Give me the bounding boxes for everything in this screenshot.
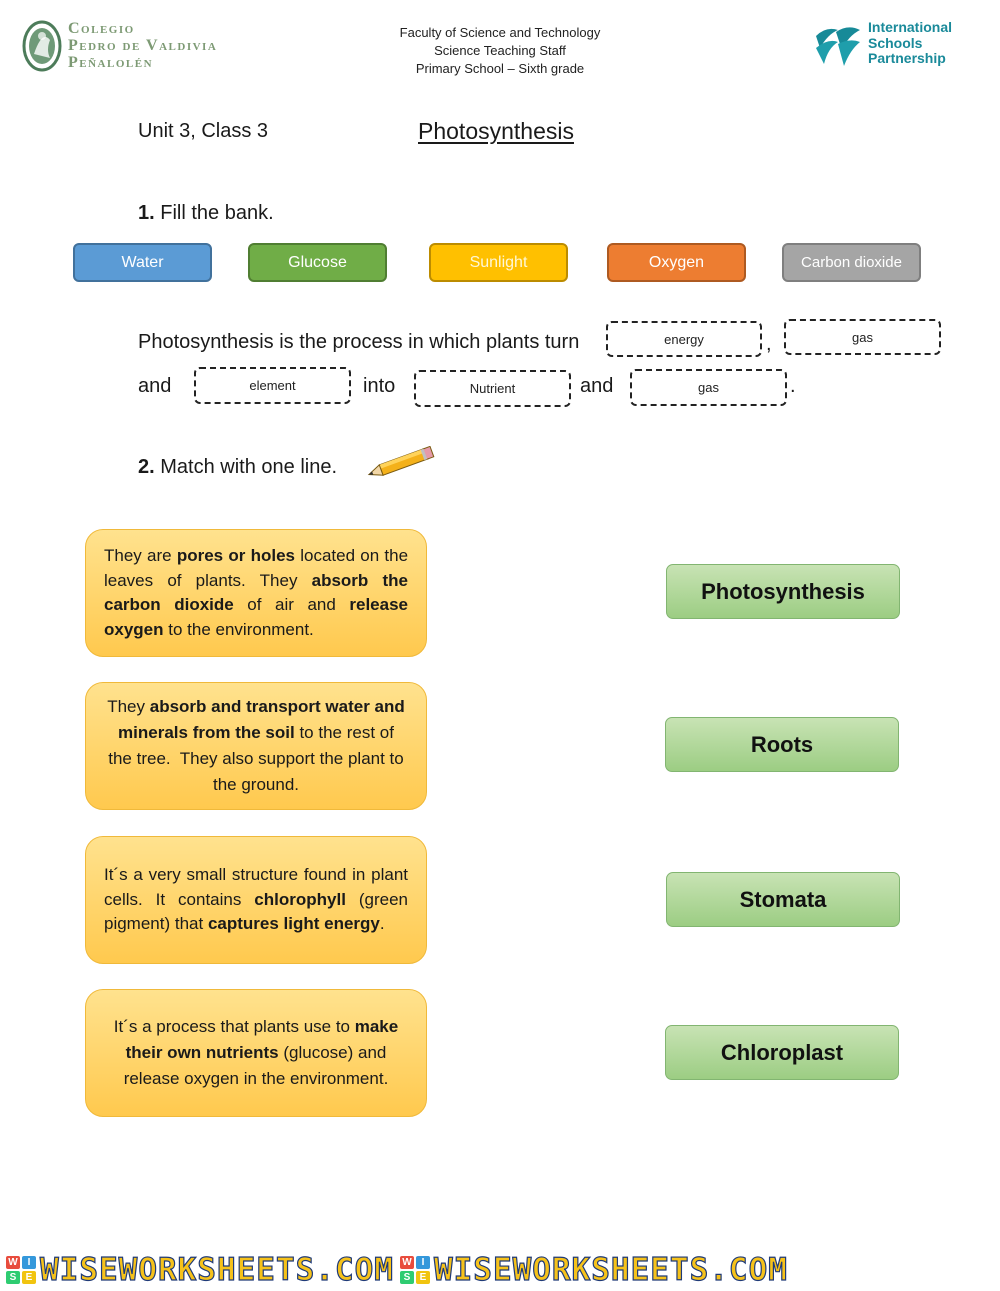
sentence-and-1: and	[138, 375, 172, 397]
term-photosynthesis[interactable]: Photosynthesis	[666, 564, 900, 619]
watermark-logo-icon: W I S E	[400, 1256, 430, 1284]
term-chloroplast[interactable]: Chloroplast	[665, 1025, 899, 1080]
faculty-line: Faculty of Science and Technology	[399, 25, 601, 40]
blank-element[interactable]: element	[194, 367, 351, 404]
watermark-logo-icon: W I S E	[6, 1256, 36, 1284]
partner-logo	[812, 18, 982, 70]
partner-line1: International	[868, 19, 953, 35]
unit-label: Unit 3, Class 3	[138, 120, 269, 142]
partner-line3: Partnership	[868, 50, 946, 66]
definition-4-text: It´s a process that plants use to make their own nutrients (glucose) and release oxygen in the environment.	[113, 1017, 399, 1088]
question-2-heading	[138, 456, 337, 479]
definition-3-text: It´s a very small structure found in plant cells. It contains chlorophyll (green pigment) that captures light energy.	[104, 865, 408, 934]
header-info	[340, 24, 660, 78]
leaves-icon	[812, 22, 862, 68]
staff-line: Science Teaching Staff	[434, 43, 566, 58]
bank-chip-carbon-dioxide[interactable]: Carbon dioxide	[782, 243, 921, 282]
pencil-icon	[364, 446, 440, 480]
watermark-2	[394, 1252, 788, 1288]
term-stomata[interactable]: Stomata	[666, 872, 900, 927]
definition-card-1[interactable]	[85, 529, 427, 657]
footer-watermark	[0, 1252, 1000, 1288]
question-1-text: Fill the bank.	[160, 202, 274, 224]
term-roots[interactable]: Roots	[665, 717, 899, 772]
question-2-number: 2.	[138, 456, 155, 478]
sentence-comma: ,	[766, 333, 772, 355]
blank-nutrient[interactable]: Nutrient	[414, 370, 571, 407]
sentence-and-2: and	[580, 375, 614, 397]
bank-chip-sunlight[interactable]: Sunlight	[429, 243, 568, 282]
sentence-into: into	[363, 375, 396, 397]
school-name-line3: Peñalolén	[68, 54, 154, 71]
definition-card-4[interactable]	[85, 989, 427, 1117]
definition-card-3[interactable]	[85, 836, 427, 964]
blank-gas-1[interactable]: gas	[784, 319, 941, 355]
school-name-line2: Pedro de Valdivia	[68, 37, 218, 54]
bank-chip-water[interactable]: Water	[73, 243, 212, 282]
definition-card-2[interactable]	[85, 682, 427, 810]
watermark-text-1: WISEWORKSHEETS.COM	[40, 1252, 394, 1288]
question-1-heading	[138, 202, 274, 225]
sentence-period: .	[790, 375, 796, 397]
definition-2-text: They absorb and transport water and minerals from the soil to the rest of the tree. They also support the plant to the ground.	[107, 697, 405, 794]
sentence-part1: Photosynthesis is the process in which plants turn	[138, 331, 580, 353]
school-logo	[22, 20, 232, 76]
question-2-text: Match with one line.	[160, 456, 338, 478]
blank-gas-2[interactable]: gas	[630, 369, 787, 406]
watermark-1	[0, 1252, 394, 1288]
partner-line2: Schools	[868, 34, 923, 51]
page-title: Photosynthesis	[418, 118, 574, 144]
school-crest-icon	[22, 20, 62, 72]
blank-energy[interactable]: energy	[606, 321, 762, 357]
watermark-text-2: WISEWORKSHEETS.COM	[433, 1252, 788, 1288]
bank-chip-glucose[interactable]: Glucose	[248, 243, 387, 282]
school-name-line1: Colegio	[68, 20, 135, 37]
definition-1-text: They are pores or holes located on the leaves of plants. They absorb the carbon dioxide of air and release oxygen to the environment.	[104, 546, 409, 639]
question-1-number: 1.	[138, 202, 155, 224]
grade-line: Primary School – Sixth grade	[415, 61, 585, 76]
bank-chip-oxygen[interactable]: Oxygen	[607, 243, 746, 282]
